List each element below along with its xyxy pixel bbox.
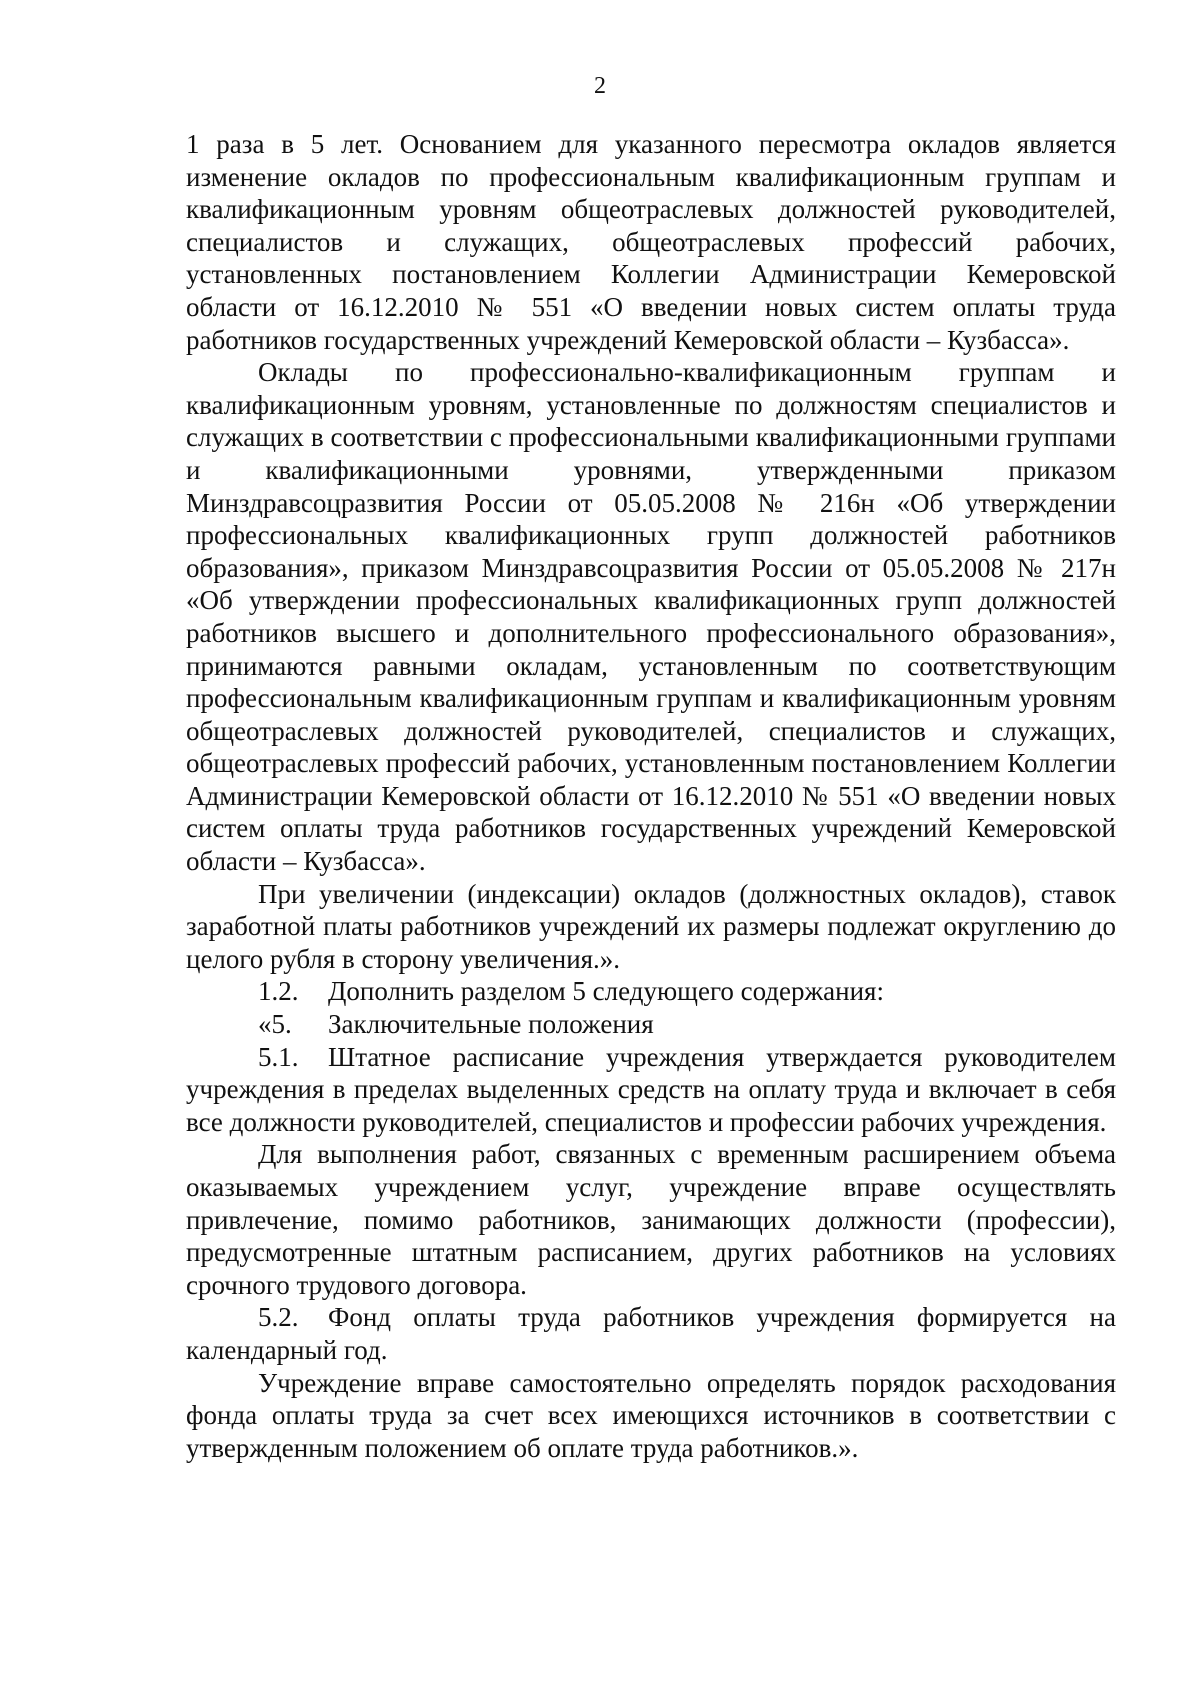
- paragraph-salary-groups: Оклады по профессионально-квалификационным группам и квалификационным уровням, установленные по должностям специалистов и служащих в соответствии с профессиональными квалификационными группами и квалификационными уровнями, утвержденными приказом Минздравсоцразвития России от 05.05.2008 № 216н «Об утверждении профессиональных квалификационных групп должностей работников образования», приказом Минздравсоцразвития России от 05.05.2008 № 217н «Об утверждении профессиональных квалификационных групп должностей работников высшего и дополнительного профессионального образования», принимаются равными окладам, установленным по соответствующим профессиональным квалификационным группам и квалификационным уровням общеотраслевых должностей руководителей, специалистов и служащих, общеотраслевых профессий рабочих, установленным постановлением Коллегии Администрации Кемеровской области от 16.12.2010 № 551 «О введении новых систем оплаты труда работников государственных учреждений Кемеровской области – Кузбасса».: [186, 357, 1116, 877]
- item-1-2-number: 1.2.: [258, 976, 299, 1007]
- item-5-1-number: 5.1.: [258, 1041, 299, 1072]
- item-5-1: [186, 1041, 1116, 1139]
- section-5-number: «5.: [258, 1009, 292, 1040]
- paragraph-payroll-spending: Учреждение вправе самостоятельно определять порядок расходования фонда оплаты труда за счет всех имеющихся источников в соответствии с утвержденным положением об оплате труда работников.».: [186, 1367, 1116, 1463]
- section-5-title: Заключительные положения: [328, 1009, 654, 1040]
- paragraph-indexation: При увеличении (индексации) окладов (должностных окладов), ставок заработной платы работников учреждений их размеры подлежат округлению до целого рубля в сторону увеличения.».: [186, 878, 1116, 974]
- item-1-2-text: Дополнить разделом 5 следующего содержания:: [328, 976, 884, 1007]
- item-5-2-number: 5.2.: [258, 1302, 299, 1333]
- paragraph-temporary-workers: Для выполнения работ, связанных с временным расширением объема оказываемых учреждением услуг, учреждение вправе осуществлять привлечение, помимо работников, занимающих должности (профессии), предусмотренные штатным расписанием, других работников на условиях срочного трудового договора.: [186, 1139, 1116, 1300]
- document-body: [186, 128, 1116, 1464]
- section-5-heading: [186, 1008, 1116, 1041]
- item-5-2-text: Фонд оплаты труда работников учреждения формируется на календарный год.: [186, 1302, 1116, 1365]
- item-1-2: [186, 975, 1116, 1008]
- item-5-1-text: Штатное расписание учреждения утверждается руководителем учреждения в пределах выделенных средств на оплату труда и включает в себя все должности руководителей, специалистов и профессии рабочих учреждения.: [186, 1041, 1116, 1137]
- paragraph-salary-review: 1 раза в 5 лет. Основанием для указанного пересмотра окладов является изменение окладов по профессиональным квалификационным группам и квалификационным уровням общеотраслевых должностей руководителей, специалистов и служащих, общеотраслевых профессий рабочих, установленных постановлением Коллегии Администрации Кемеровской области от 16.12.2010 № 551 «О введении новых систем оплаты труда работников государственных учреждений Кемеровской области – Кузбасса».: [186, 129, 1116, 355]
- item-5-2: [186, 1301, 1116, 1366]
- page-number: 2: [594, 73, 606, 99]
